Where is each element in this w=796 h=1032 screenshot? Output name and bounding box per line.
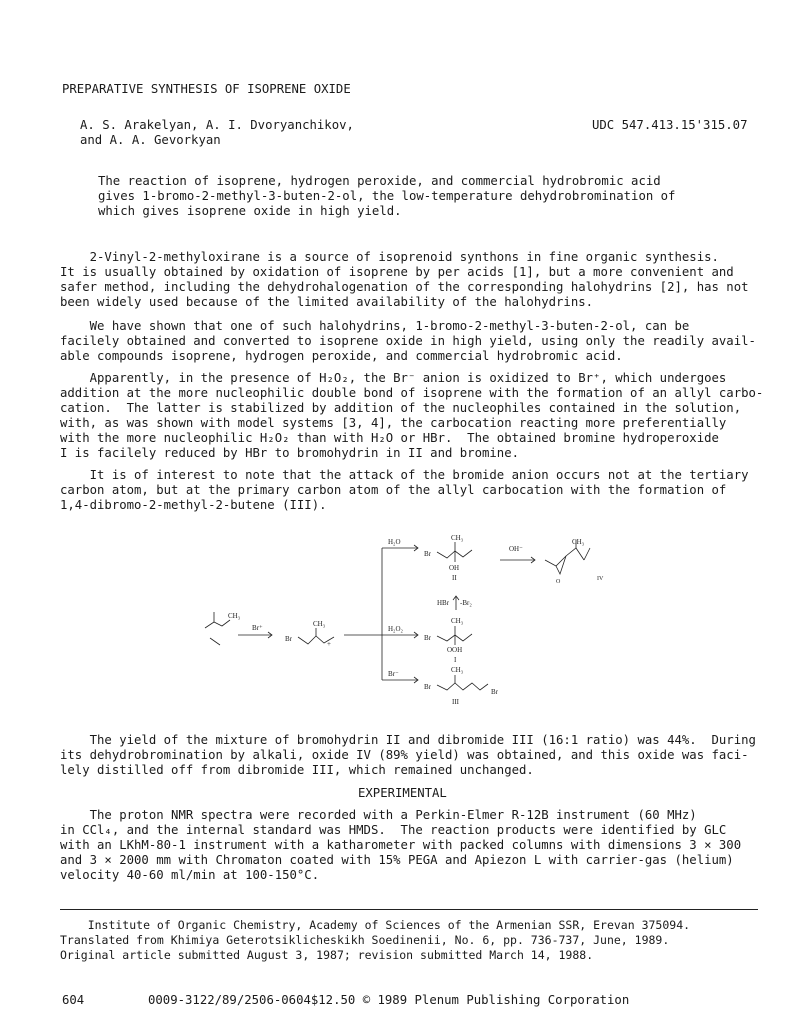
h2o2-label: H₂O₂ <box>388 625 403 633</box>
text-line: carbon atom, but at the primary carbon atom of the allyl carbocation with the formation of <box>60 483 727 497</box>
br-label: Br <box>424 634 431 642</box>
authors-line-1: A. S. Arakelyan, A. I. Dvoryanchikov, <box>80 118 354 132</box>
oxide-iv-structure <box>545 538 604 585</box>
text-line: with an LKhM-80-1 instrument with a katharometer with packed columns with dimensions 3 × 300 <box>60 838 742 852</box>
compound-label-i: I <box>454 656 457 664</box>
text-line: lely distilled off from dibromide III, which remained unchanged. <box>60 763 534 777</box>
text-line: 1,4-dibromo-2-methyl-2-butene (III). <box>60 498 327 512</box>
compound-label-ii: II <box>452 574 457 582</box>
footnote-line: Institute of Organic Chemistry, Academy of Sciences of the Armenian SSR, Erevan 375094. <box>60 918 691 932</box>
compound-label-iv: IV <box>597 576 604 582</box>
compound-i-structure <box>424 617 472 664</box>
br-label: Br <box>491 688 498 696</box>
ch3-label: CH₃ <box>451 666 464 674</box>
br2-label: -Br₂ <box>460 599 472 607</box>
ooh-label: OOH <box>447 646 463 654</box>
authors-line-2: and A. A. Gevorkyan <box>80 133 221 147</box>
br-label: Br <box>424 550 431 558</box>
compound-iii-structure <box>424 666 499 706</box>
section-heading-experimental: EXPERIMENTAL <box>358 786 447 800</box>
abstract-line: The reaction of isoprene, hydrogen peroxide, and commercial hydrobromic acid <box>98 174 661 188</box>
article-title: PREPARATIVE SYNTHESIS OF ISOPRENE OXIDE <box>62 82 351 96</box>
carbocation-structure <box>285 620 334 648</box>
isoprene-structure <box>205 612 241 645</box>
page-number: 604 <box>62 993 85 1007</box>
text-line: addition at the more nucleophilic double bond of isoprene with the formation of an allyl carbo- <box>60 386 764 400</box>
text-line: We have shown that one of such halohydrins, 1-bromo-2-methyl-3-buten-2-ol, can be <box>60 319 690 333</box>
text-line: been widely used because of the limited availability of the halohydrins. <box>60 295 594 309</box>
ch3-label: CH₃ <box>451 617 464 625</box>
text-line: The yield of the mixture of bromohydrin II and dibromide III (16:1 ratio) was 44%. During <box>60 733 756 747</box>
compound-ii-structure <box>424 534 472 582</box>
ch3-label: CH₃ <box>313 620 326 628</box>
text-line: velocity 40-60 ml/min at 100-150°C. <box>60 868 320 882</box>
text-line: facilely obtained and converted to isoprene oxide in high yield, using only the readily avail- <box>60 334 756 348</box>
footnote-line: Original article submitted August 3, 1987; revision submitted March 14, 1988. <box>60 948 594 962</box>
plus-sign: + <box>327 640 331 648</box>
text-line: 2-Vinyl-2-methyloxirane is a source of isoprenoid synthons in fine organic synthesis. <box>60 250 719 264</box>
text-line: It is of interest to note that the attack of the bromide anion occurs not at the tertiary <box>60 468 749 482</box>
oh-label: OH <box>449 564 460 572</box>
text-line: and 3 × 2000 mm with Chromaton coated with 15% PEGA and Apiezon L with carrier-gas (helium) <box>60 853 734 867</box>
text-line: cation. The latter is stabilized by addition of the nucleophiles contained in the solution, <box>60 401 742 415</box>
footnote-line: Translated from Khimiya Geterotsiklicheskikh Soedinenii, No. 6, pp. 736-737, June, 1989. <box>60 933 670 947</box>
text-line: in CCl₄, and the internal standard was HMDS. The reaction products were identified by GLC <box>60 823 727 837</box>
o-label: O <box>556 579 561 585</box>
text-line: with the more nucleophilic H₂O₂ than with H₂O or HBr. The obtained bromine hydroperoxide <box>60 431 719 445</box>
br-plus-label: Br⁺ <box>252 624 263 632</box>
oh-minus-label: OH⁻ <box>509 545 523 553</box>
br-label: Br <box>285 635 292 643</box>
udc-code: UDC 547.413.15'315.07 <box>592 118 748 132</box>
text-line: safer method, including the dehydrohalogenation of the corresponding halohydrins [2], has not <box>60 280 749 294</box>
text-line: Apparently, in the presence of H₂O₂, the Br⁻ anion is oxidized to Br⁺, which undergoes <box>60 371 727 385</box>
ch3-label: CH₃ <box>228 612 241 620</box>
text-line: able compounds isoprene, hydrogen peroxide, and commercial hydrobromic acid. <box>60 349 623 363</box>
abstract-line: which gives isoprene oxide in high yield. <box>98 204 402 218</box>
ch3-label: CH₃ <box>451 534 464 542</box>
hbr-label: HBr <box>437 599 450 607</box>
text-line: It is usually obtained by oxidation of isoprene by per acids [1], but a more convenient and <box>60 265 734 279</box>
text-line: I is facilely reduced by HBr to bromohydrin in II and bromine. <box>60 446 520 460</box>
h2o-label: H₂O <box>388 538 401 546</box>
br-label: Br <box>424 683 431 691</box>
footnote-divider <box>60 909 758 910</box>
abstract-line: gives 1-bromo-2-methyl-3-buten-2-ol, the low-temperature dehydrobromination of <box>98 189 676 203</box>
text-line: The proton NMR spectra were recorded with a Perkin-Elmer R-12B instrument (60 MHz) <box>60 808 697 822</box>
ch3-label: CH₃ <box>572 538 585 546</box>
text-line: with, as was shown with model systems [3, 4], the carbocation reacting more preferentially <box>60 416 727 430</box>
text-line: its dehydrobromination by alkali, oxide IV (89% yield) was obtained, and this oxide was faci- <box>60 748 749 762</box>
copyright-line: 0009-3122/89/2506-0604$12.50 © 1989 Plenum Publishing Corporation <box>148 993 630 1007</box>
br-minus-label: Br⁻ <box>388 670 399 678</box>
compound-label-iii: III <box>452 698 459 706</box>
